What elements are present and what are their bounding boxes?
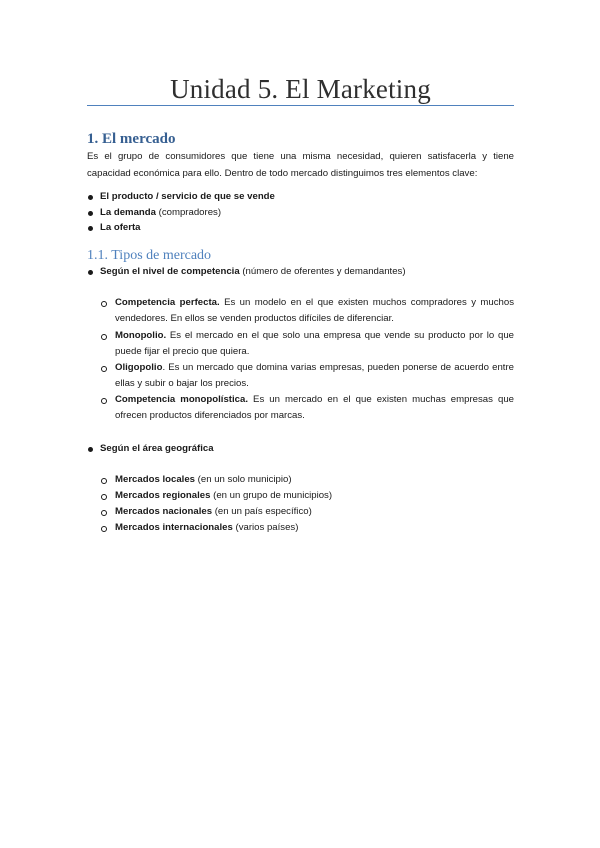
paragraph-text: Es el grupo de consumidores que tiene una misma necesidad, quieren satisfacerla y tiene capacidad económica para ello. Dentro de todo mercado distinguimos tres elementos clave: — [87, 151, 514, 179]
list-item — [100, 205, 221, 221]
section-paragraph — [87, 149, 514, 182]
sublist-item-bold: Mercados regionales — [115, 490, 211, 501]
circle-bullet-icon — [101, 510, 107, 516]
list-item — [100, 220, 141, 236]
bullet-icon — [88, 226, 93, 231]
list-item-competencia — [100, 264, 406, 280]
bullet-icon — [88, 195, 93, 200]
section-heading-tipos-de-mercado: 1.1. Tipos de mercado — [87, 248, 212, 263]
sublist-item-rest: (en un país específico) — [212, 506, 312, 517]
list-item-bold: Según el nivel de competencia — [100, 266, 240, 277]
sublist-item-bold: Mercados locales — [115, 474, 195, 485]
bullet-icon — [88, 211, 93, 216]
sublist-item-bold: Monopolio. — [115, 330, 167, 341]
sublist-item-rest: (en un grupo de municipios) — [210, 490, 333, 501]
list-item-rest: (número de oferentes y demandantes) — [239, 266, 406, 277]
circle-bullet-icon — [101, 526, 107, 532]
sublist-item-rest: Es un mercado en el que existen muchas empresas que ofrecen productos diferenciados por marcas. — [115, 394, 514, 421]
circle-bullet-icon — [101, 398, 107, 404]
sublist-item-rest: . Es un mercado que domina varias empresas, pueden ponerse de acuerdo entre ellas y subir o bajar los precios. — [115, 362, 514, 389]
sublist-item — [115, 504, 514, 520]
sublist-item — [115, 472, 514, 488]
circle-bullet-icon — [101, 301, 107, 307]
document-title: Unidad 5. El Marketing — [170, 74, 431, 104]
list-item — [100, 189, 275, 205]
list-item-rest: (compradores) — [155, 207, 222, 218]
title-underline — [87, 105, 514, 106]
list-item-bold: La demanda — [100, 207, 156, 218]
sublist-item — [115, 392, 514, 424]
circle-bullet-icon — [101, 478, 107, 484]
sublist-item-rest: (varios países) — [232, 522, 299, 533]
circle-bullet-icon — [101, 494, 107, 500]
sublist-item — [115, 360, 514, 392]
sublist-item-rest: (en un solo municipio) — [195, 474, 292, 485]
sublist-item-rest: Es un modelo en el que existen muchos compradores y muchos vendedores. En ellos se venden productos difíciles de diferenciar. — [115, 297, 514, 324]
document-page — [87, 0, 514, 848]
sublist-item — [115, 295, 514, 327]
sublist-item-bold: Mercados internacionales — [115, 522, 233, 533]
list-item-bold: La oferta — [100, 222, 141, 233]
circle-bullet-icon — [101, 366, 107, 372]
sublist-item — [115, 520, 514, 536]
sublist-item-bold: Oligopolio — [115, 362, 163, 373]
sublist-item-rest: Es el mercado en el que solo una empresa que vende su producto por lo que puede fijar el precio que quiera. — [115, 330, 514, 357]
list-item-bold: El producto / servicio de que se vende — [100, 191, 275, 202]
sublist-item-bold: Competencia monopolística. — [115, 394, 248, 405]
list-item-geografica — [100, 441, 214, 457]
section-heading-el-mercado: 1. El mercado — [87, 131, 176, 147]
list-item-bold: Según el área geográfica — [100, 443, 214, 454]
circle-bullet-icon — [101, 334, 107, 340]
bullet-icon — [88, 270, 93, 275]
sublist-item-bold: Mercados nacionales — [115, 506, 213, 517]
sublist-item-bold: Competencia perfecta. — [115, 297, 220, 308]
sublist-item — [115, 328, 514, 360]
bullet-icon — [88, 447, 93, 452]
sublist-item — [115, 488, 514, 504]
